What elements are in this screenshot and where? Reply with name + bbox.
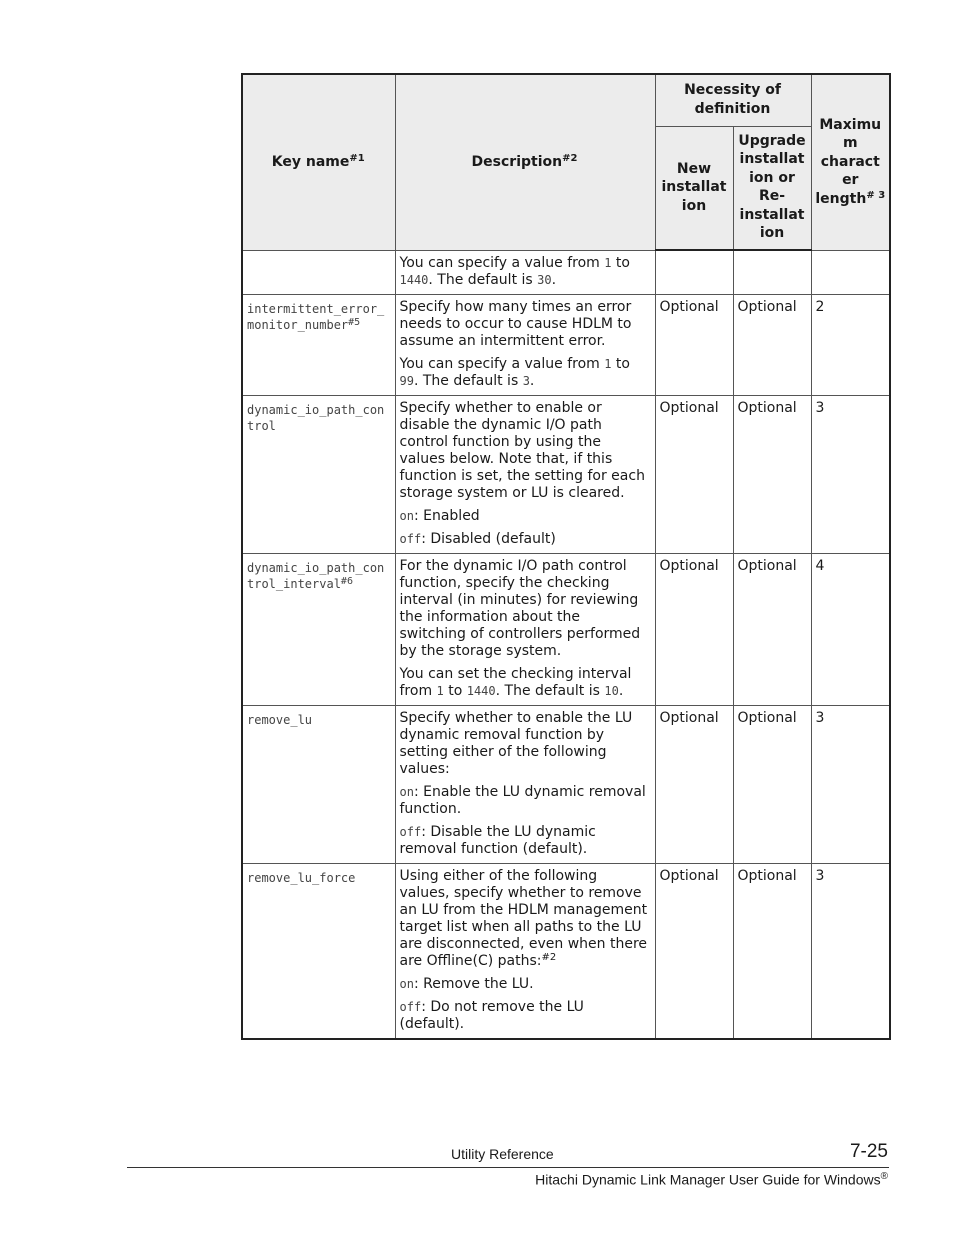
description-paragraph bbox=[400, 558, 650, 660]
registered-mark: ® bbox=[880, 1171, 888, 1182]
description-text: . The default is bbox=[413, 372, 523, 389]
description-text: . The default is bbox=[428, 271, 538, 288]
description-paragraph bbox=[400, 356, 650, 390]
key-name: remove_lu_force bbox=[247, 870, 356, 885]
upgrade-installation-cell bbox=[733, 250, 811, 294]
max-length-cell: 3 bbox=[811, 395, 890, 553]
guide-title: Hitachi Dynamic Link Manager User Guide for Windows® bbox=[535, 1171, 888, 1188]
description-cell bbox=[395, 294, 655, 395]
code-value: 1440 bbox=[466, 683, 496, 698]
table-row bbox=[242, 395, 890, 553]
description-cell bbox=[395, 250, 655, 294]
footer-divider bbox=[127, 1167, 889, 1168]
table-row bbox=[242, 553, 890, 705]
key-name-cell bbox=[242, 250, 395, 294]
upgrade-installation-cell: Optional bbox=[733, 705, 811, 863]
description-cell bbox=[395, 395, 655, 553]
description-header: Description$^{\#2}$ bbox=[395, 74, 655, 250]
max-length-header: Maximu m charact er length$^{\# 3}$ bbox=[811, 74, 890, 250]
description-paragraph bbox=[400, 666, 650, 700]
table-row bbox=[242, 863, 890, 1039]
code-value: off bbox=[399, 999, 422, 1014]
key-name: dynamic_io_path_control bbox=[247, 402, 385, 433]
description-text: You can specify a value from bbox=[399, 355, 605, 372]
new-installation-cell: Optional bbox=[655, 705, 733, 863]
description-text: Using either of the following values, specify whether to remove an LU from the HDLM management target list when all paths to the LU are disconnected, even when there are Offline(C) paths: bbox=[399, 867, 648, 969]
code-value: 1 bbox=[604, 255, 612, 270]
description-paragraph bbox=[400, 999, 650, 1033]
upgrade-installation-header: Upgrade installat ion or Re- installat ion bbox=[733, 126, 811, 250]
description-text: You can set the checking interval from bbox=[399, 665, 632, 699]
key-name: intermittent_error_monitor_number bbox=[247, 301, 385, 332]
new-installation-cell bbox=[655, 250, 733, 294]
key-name-cell bbox=[242, 553, 395, 705]
description-text: . The default is bbox=[495, 682, 605, 699]
description-text: : Disable the LU dynamic removal function (default). bbox=[399, 823, 596, 857]
description-text: : Enabled bbox=[413, 507, 480, 524]
code-value: 1440 bbox=[399, 272, 429, 287]
necessity-header: Necessity of definition bbox=[655, 74, 811, 126]
description-text: For the dynamic I/O path control function, specify the checking interval (in minutes) for reviewing the information about the switching of controllers performed by the storage system. bbox=[399, 557, 641, 659]
key-name-footnote: #1 bbox=[349, 152, 365, 164]
code-value: on bbox=[399, 976, 414, 991]
description-paragraph bbox=[400, 531, 650, 548]
key-name-cell bbox=[242, 705, 395, 863]
new-installation-cell: Optional bbox=[655, 395, 733, 553]
description-paragraph bbox=[400, 976, 650, 993]
description-paragraph bbox=[400, 508, 650, 525]
new-installation-cell: Optional bbox=[655, 294, 733, 395]
description-text: : Do not remove the LU (default). bbox=[399, 998, 584, 1032]
new-installation-header: New installat ion bbox=[655, 126, 733, 250]
code-value: off bbox=[399, 531, 422, 546]
description-paragraph bbox=[400, 824, 650, 858]
description-cell bbox=[395, 863, 655, 1039]
description-paragraph bbox=[400, 255, 650, 289]
description-text: to bbox=[443, 682, 467, 699]
description-text: Specify how many times an error needs to occur to cause HDLM to assume an intermittent error. bbox=[399, 298, 632, 349]
description-text: . bbox=[551, 271, 557, 288]
key-name-cell bbox=[242, 294, 395, 395]
code-value: off bbox=[399, 824, 422, 839]
table-row bbox=[242, 250, 890, 294]
description-text: : Remove the LU. bbox=[413, 975, 534, 992]
description-paragraph bbox=[400, 784, 650, 818]
key-footnote: #6 bbox=[340, 576, 353, 587]
code-value: 3 bbox=[522, 373, 530, 388]
upgrade-installation-cell: Optional bbox=[733, 863, 811, 1039]
description-text: to bbox=[611, 254, 630, 271]
key-name-cell bbox=[242, 863, 395, 1039]
key-definition-table bbox=[241, 73, 891, 1040]
description-text: : Disabled (default) bbox=[421, 530, 556, 547]
key-footnote: #5 bbox=[348, 317, 361, 328]
key-name: dynamic_io_path_control_interval bbox=[247, 560, 385, 591]
code-value: on bbox=[399, 508, 414, 523]
key-name-cell bbox=[242, 395, 395, 553]
description-paragraph bbox=[400, 868, 650, 970]
description-cell bbox=[395, 705, 655, 863]
max-length-cell: 4 bbox=[811, 553, 890, 705]
upgrade-installation-cell: Optional bbox=[733, 294, 811, 395]
footnote-ref: #2 bbox=[541, 951, 557, 963]
section-title: Utility Reference bbox=[451, 1146, 554, 1162]
description-paragraph bbox=[400, 299, 650, 350]
code-value: 1 bbox=[604, 356, 612, 371]
code-value: 30 bbox=[537, 272, 552, 287]
description-text: You can specify a value from bbox=[399, 254, 605, 271]
max-length-cell bbox=[811, 250, 890, 294]
table-row bbox=[242, 294, 890, 395]
description-text: to bbox=[611, 355, 630, 372]
max-length-cell: 3 bbox=[811, 705, 890, 863]
description-cell bbox=[395, 553, 655, 705]
code-value: 10 bbox=[604, 683, 619, 698]
description-text: Specify whether to enable or disable the dynamic I/O path control function by using the values below. Note that, if this function is set, the setting for each storage system or LU is cleared. bbox=[399, 399, 645, 501]
max-length-cell: 3 bbox=[811, 863, 890, 1039]
key-name: remove_lu bbox=[247, 712, 313, 727]
description-paragraph bbox=[400, 400, 650, 502]
description-text: Specify whether to enable the LU dynamic removal function by setting either of the following values: bbox=[399, 709, 633, 777]
max-length-cell: 2 bbox=[811, 294, 890, 395]
code-value: on bbox=[399, 784, 414, 799]
max-length-footnote: # 3 bbox=[866, 189, 886, 201]
code-value: 99 bbox=[399, 373, 414, 388]
description-footnote: #2 bbox=[562, 152, 578, 164]
upgrade-installation-cell: Optional bbox=[733, 553, 811, 705]
description-text: : Enable the LU dynamic removal function. bbox=[399, 783, 646, 817]
upgrade-installation-cell: Optional bbox=[733, 395, 811, 553]
code-value: 1 bbox=[436, 683, 444, 698]
description-text: . bbox=[618, 682, 624, 699]
page-number: 7-25 bbox=[849, 1141, 888, 1162]
key-name-header: Key name$^{\#1}$ bbox=[242, 74, 395, 250]
table-row bbox=[242, 705, 890, 863]
description-paragraph bbox=[400, 710, 650, 778]
table-body bbox=[242, 250, 890, 1039]
new-installation-cell: Optional bbox=[655, 863, 733, 1039]
description-text: . bbox=[529, 372, 535, 389]
new-installation-cell: Optional bbox=[655, 553, 733, 705]
